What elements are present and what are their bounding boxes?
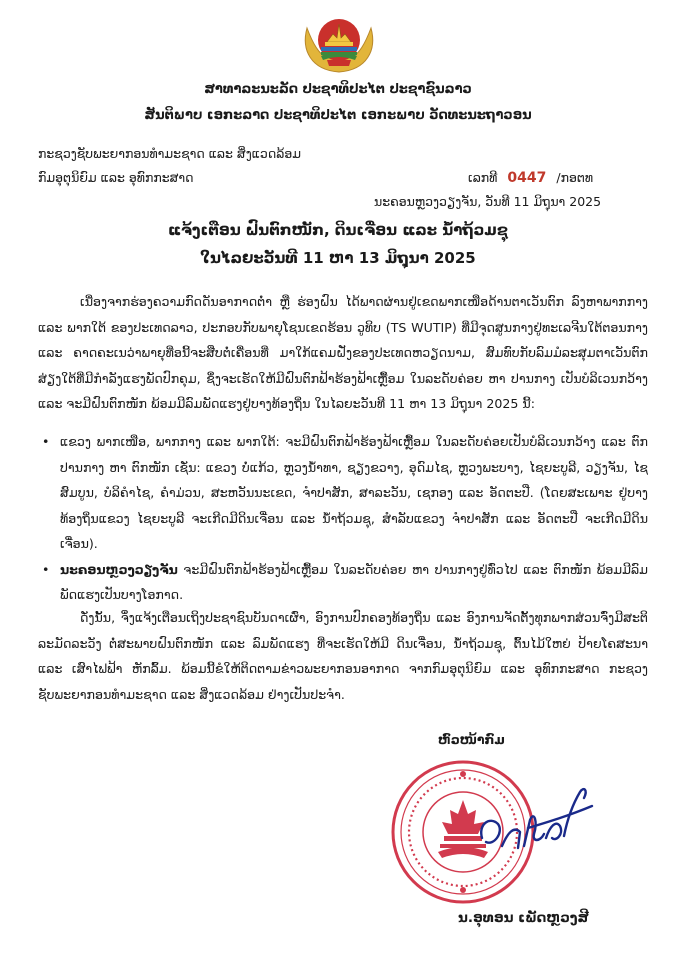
national-motto: ສັນຕິພາບ ເອກະລາດ ປະຊາທິປະໄຕ ເອກະພາບ ວັດທະນະຖາວອນ — [144, 108, 532, 123]
document-subtitle: ໃນໄລຍະວັນທີ 11 ຫາ 13 ມິຖຸນາ 2025 — [200, 249, 476, 267]
date-line: ນະຄອນຫຼວງວຽງຈັນ, ວັນທີ 11 ມິຖຸນາ 2025 — [374, 194, 602, 209]
intro-paragraph: ເນື່ອງຈາກຮ່ອງຄວາມກົດດັນອາກາດຕ່ຳ ຫຼື ຮ່ອງຝົນ ໄດ້ພາດຜ່ານຢູ່ເຂດພາກເໜືອດ້ານຕາເວັນຕົກ ລົງຫາພາກກາງ ແລະ ພາກໃຕ້ ຂອງປະເທດລາວ, ປະກອບກັບພາຍຸໂຊນເຂດຮ້ອນ ວູທິບ (TS WUTIP) ທີ່ມີຈຸດສູນກາງຢູ່ທະເລຈີນໃຕ້ຕອນກາງ ແລະ ຄາດຄະເນວ່າພາຍຸທີ່ອນີ້ຈະສືບຕໍ່ເຄື່ອນທີ່ ມາໃກ້ແຄມຝັ່ງຂອງປະເທດຫວຽດນາມ, ສົມທົບກັບລົມມໍລະສຸມຕາເວັນຕົກສ່ຽງໃຕ້ທີ່ມີກຳລັງແຮງພັດປົກຄຸມ, ຊຶ່ງຈະເຮັດໃຫ້ມີຝົນຕົກຟ້າຮ້ອງຟ້າເຫຼື້ອມ ໃນລະດັບຄ່ອຍ ຫາ ປານກາງ ເປັນບໍລິເວນກວ້າງ ແລະ ຈະມີຝົນຕົກໜັກ ພ້ອມມີລົມພັດແຮງຢູ່ບາງທ້ອງຖິ່ນ ໃນໄລຍະວັນທີ 11 ຫາ 13 ມິຖຸນາ 2025 ນີ້: — [38, 294, 648, 411]
document-title: ແຈ້ງເຕືອນ ຝົນຕົກໜັກ, ດິນເຈື່ອນ ແລະ ນ້ຳຖ້ວມຊຸ — [167, 221, 509, 239]
number-label: ເລກທີ — [468, 170, 498, 185]
list-item — [38, 429, 648, 557]
number-suffix: /ກອຕທ — [556, 170, 594, 185]
bullet-text: ຈະມີຝົນຕົກຟ້າຮ້ອງຟ້າເຫຼື້ອມ ໃນລະດັບຄ່ອຍ ຫາ ປານກາງຢູ່ທົ່ວໄປ ແລະ ຕົກໜັກ ພ້ອມມີລົມພັດແຮງເປັນບາງໂອກາດ. — [60, 561, 648, 602]
department-name: ກົມອຸຕຸນິຍົມ ແລະ ອຸທົກກະສາດ — [38, 170, 194, 185]
national-emblem — [297, 14, 381, 76]
country-name: ສາທາລະນະລັດ ປະຊາທິປະໄຕ ປະຊາຊົນລາວ — [204, 82, 472, 97]
signatory-title: ຫົວໜ້າກົມ — [438, 732, 505, 747]
signatory-name: ນ.ອຸທອນ ເພັດຫຼວງສີ — [458, 910, 589, 926]
ministry-name: ກະຊວງຊັບພະຍາກອນທຳມະຊາດ ແລະ ສິ່ງແວດລ້ອມ — [38, 146, 302, 161]
list-item — [38, 557, 648, 608]
handwritten-signature — [468, 776, 598, 862]
closing-paragraph: ດັ່ງນັ້ນ, ຈຶ່ງແຈ້ງເຕືອນເຖິງປະຊາຊົນບັນດາເຜົ່າ, ອົງການປົກຄອງທ້ອງຖິ່ນ ແລະ ອົງການຈັດຕັ້ງທຸກພາກສ່ວນຈົ່ງມີສະຕິ ລະມັດລະວັງ ຕໍ່ສະພາບຝົນຕົກໜັກ ແລະ ລົມພັດແຮງ ທີ່ຈະເຮັດໃຫ້ມີ ດິນເຈື່ອນ, ນ້ຳຖ້ວມຊຸ, ຕົ້ນໄມ້ໃຫຍ່ ປ້າຍໂຄສະນາ ແລະ ເສົາໄຟຟ້າ ຫັກລົ້ມ. ພ້ອມນີ້ຂໍໃຫ້ຕິດຕາມຂ່າວພະຍາກອນອາກາດ ຈາກກົມອຸຕຸນິຍົມ ແລະ ອຸທົກກະສາດ ກະຊວງຊັບພະຍາກອນທຳມະຊາດ ແລະ ສິ່ງແວດລ້ອມ ຢ່າງເປັນປະຈຳ. — [38, 610, 648, 702]
forecast-list — [38, 429, 648, 608]
bullet-text: ແຂວງ ພາກເໜືອ, ພາກກາງ ແລະ ພາກໃຕ້: ຈະມີຝົນຕົກຟ້າຮ້ອງຟ້າເຫຼື້ອມ ໃນລະດັບຄ່ອຍເປັນບໍລິເວນກວ້າງ ແລະ ຕົກປານກາງ ຫາ ຕົກໜັກ ເຊັ່ນ: ແຂວງ ບໍ່ແກ້ວ, ຫຼວງນ້ຳທາ, ຊຽງຂວາງ, ອຸດົມໄຊ, ຫຼວງພະບາງ, ໄຊຍະບູລີ, ວຽງຈັນ, ໄຊສົມບູນ, ບໍລິຄຳໄຊ, ຄຳມ່ວນ, ສະຫວັນນະເຂດ, ຈຳປາສັກ, ສາລະວັນ, ເຊກອງ ແລະ ອັດຕະປື. (ໂດຍສະເພາະ ຢູ່ບາງທ້ອງຖິ່ນແຂວງ ໄຊຍະບູລີ ຈະເກີດມີດິນເຈື່ອນ ແລະ ນ້ຳຖ້ວມຊຸ, ສຳລັບແຂວງ ຈຳປາສັກ ແລະ ອັດຕະປື ຈະເກີດມີດິນເຈື່ອນ). — [60, 434, 648, 551]
document-number — [468, 170, 593, 186]
bullet-bold-text: ນະຄອນຫຼວງວຽງຈັນ — [60, 561, 178, 577]
number-value: 0447 — [507, 170, 547, 186]
